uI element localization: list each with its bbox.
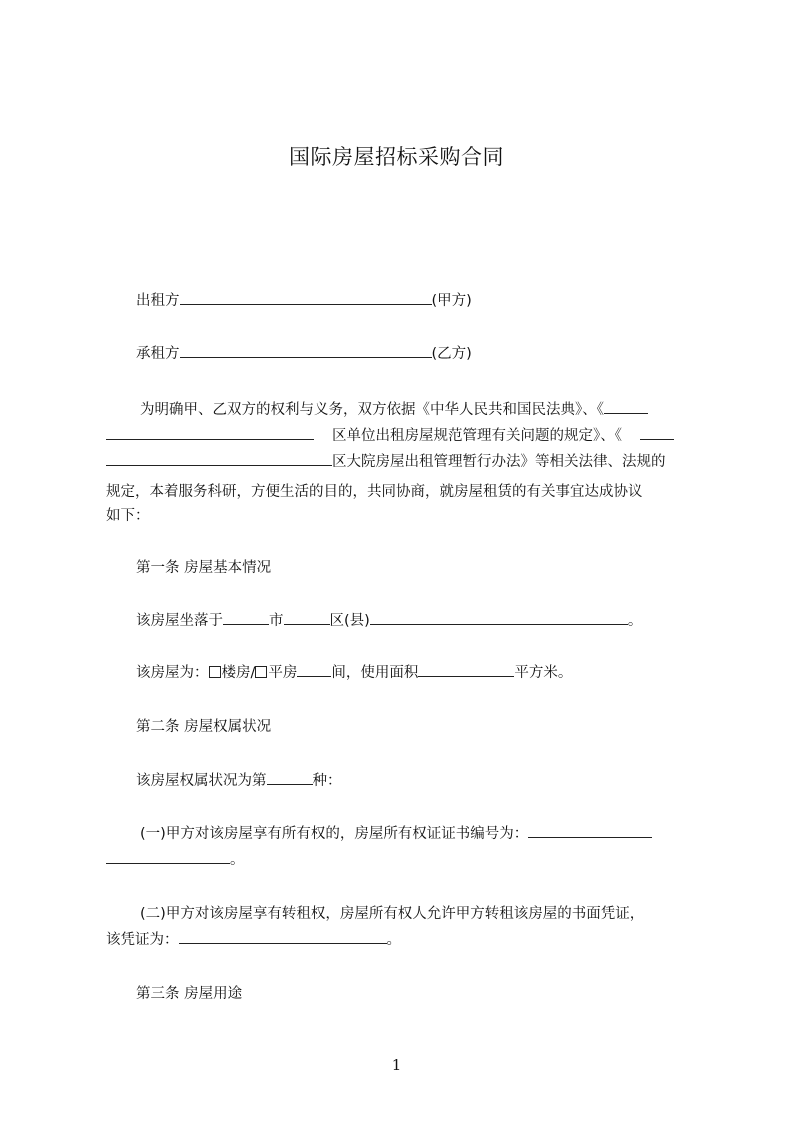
article-1-heading: 第一条 房屋基本情况 xyxy=(136,560,272,576)
ownership-item-1-cont xyxy=(106,849,245,871)
intro-text-1: 为明确甲、乙双方的权利与义务，双方依据《中华人民共和国民法典》、《 xyxy=(140,402,604,418)
document-title: 国际房屋招标采购合同 xyxy=(289,145,504,169)
ownership-type-line xyxy=(136,770,342,792)
certificate-number-blank-1 xyxy=(528,823,652,838)
intro-line-5: 如下： xyxy=(106,508,150,524)
voucher-blank xyxy=(179,929,387,944)
lessor-name-blank xyxy=(180,290,432,305)
lessee-line xyxy=(136,343,472,365)
city-label: 市 xyxy=(269,613,284,629)
ownership-type-suffix: 种： xyxy=(312,773,342,789)
ownership-item-1-end: 。 xyxy=(230,852,245,868)
rooms-label: 间，使用面积 xyxy=(331,665,419,681)
ownership-item-1-line xyxy=(140,823,652,845)
location-line xyxy=(136,610,642,632)
ownership-item-2-cont-text: 该凭证为： xyxy=(106,932,179,948)
building-label: 楼房/ xyxy=(221,665,256,681)
intro-line-4: 规定，本着服务科研，方便生活的目的，共同协商，就房屋租赁的有关事宜达成协议 xyxy=(106,484,643,500)
intro-blank-1 xyxy=(604,399,648,414)
ownership-item-2-line: (二)甲方对该房屋享有转租权，房屋所有权人允许甲方转租该房屋的书面凭证， xyxy=(140,906,645,922)
city-blank xyxy=(223,610,269,625)
bungalow-checkbox[interactable] xyxy=(255,666,267,678)
lessor-line xyxy=(136,290,472,312)
bungalow-label: 平房 xyxy=(268,665,298,681)
intro-blank-4 xyxy=(106,451,332,466)
intro-line-2 xyxy=(106,425,674,447)
certificate-number-blank-2 xyxy=(106,849,230,864)
intro-blank-2 xyxy=(106,425,314,440)
ownership-item-2-cont xyxy=(106,929,401,951)
intro-line-3 xyxy=(106,451,666,473)
intro-text-3: 区大院房屋出租管理暂行办法》等相关法律、法规的 xyxy=(332,454,666,470)
ownership-type-blank xyxy=(267,770,313,785)
intro-line-1 xyxy=(140,399,648,421)
area-unit: 平方米。 xyxy=(514,665,573,681)
ownership-item-1-text: (一)甲方对该房屋享有所有权的，房屋所有权证证书编号为： xyxy=(140,826,529,842)
location-end: 。 xyxy=(627,613,643,629)
address-blank xyxy=(370,610,628,625)
area-blank xyxy=(418,662,514,677)
article-3-heading: 第三条 房屋用途 xyxy=(136,986,243,1002)
lessor-suffix: (甲方) xyxy=(431,293,472,309)
lessee-suffix: (乙方) xyxy=(431,346,472,362)
intro-blank-3 xyxy=(640,425,674,440)
district-blank xyxy=(284,610,330,625)
intro-text-2: 区单位出租房屋规范管理有关问题的规定》、《 xyxy=(332,428,622,444)
location-prefix: 该房屋坐落于 xyxy=(136,613,223,629)
lessor-label: 出租方 xyxy=(136,293,180,309)
house-type-line xyxy=(136,662,572,684)
house-type-prefix: 该房屋为： xyxy=(136,665,209,681)
ownership-type-prefix: 该房屋权属状况为第 xyxy=(136,773,267,789)
page-number: 1 xyxy=(391,1056,402,1074)
rooms-blank xyxy=(297,662,331,677)
ownership-item-2-end: 。 xyxy=(386,932,401,948)
lessee-label: 承租方 xyxy=(136,346,180,362)
building-checkbox[interactable] xyxy=(209,666,221,678)
district-label: 区(县) xyxy=(329,613,370,629)
article-2-heading: 第二条 房屋权属状况 xyxy=(136,719,272,735)
lessee-name-blank xyxy=(180,343,432,358)
